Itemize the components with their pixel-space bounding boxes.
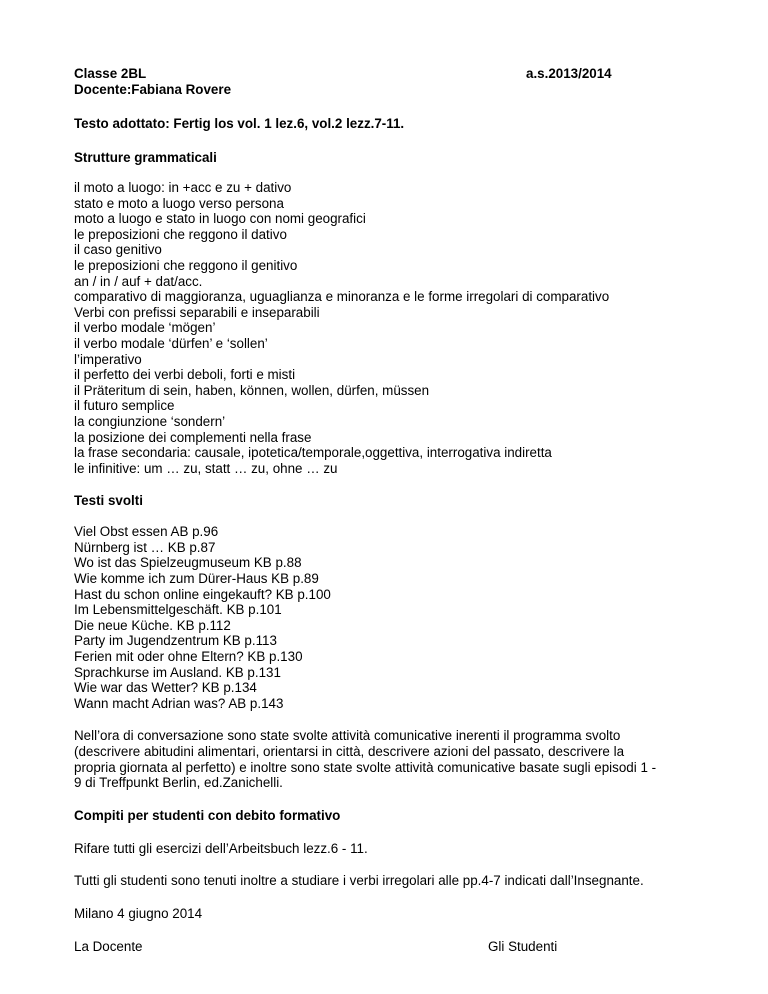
homework-text: Rifare tutti gli esercizi dell’Arbeitsbuch lezz.6 - 11. [74,840,368,856]
text-item: Wie komme ich zum Dürer-Haus KB p.89 [74,571,319,587]
text-item: Wann macht Adrian was? AB p.143 [74,695,284,711]
date-place: Milano 4 giugno 2014 [74,905,203,921]
grammar-item: comparativo di maggioranza, uguaglianza e minoranza e le forme irregolari di comparativo [74,289,610,305]
grammar-item: il futuro semplice [74,398,175,414]
grammar-item: Verbi con prefissi separabili e inseparabili [74,304,320,320]
text-item: Wie war das Wetter? KB p.134 [74,680,257,696]
text-item: Wo ist das Spielzeugmuseum KB p.88 [74,555,302,571]
text-item: Sprachkurse im Ausland. KB p.131 [74,664,281,680]
texts-heading: Testi svolti [74,493,143,509]
conversation-paragraph [74,728,714,790]
text-item: Hast du schon online eingekauft? KB p.100 [74,586,331,602]
students-signature-label: Gli Studenti [488,938,558,954]
grammar-item: la frase secondaria: causale, ipotetica/temporale,oggettiva, interrogativa indiretta [74,445,552,461]
conversation-line: 9 di Treffpunkt Berlin, ed.Zanichelli. [74,775,283,791]
textbook-line: Testo adottato: Fertig los vol. 1 lez.6, vol.2 lezz.7-11. [74,116,405,131]
grammar-item: il Präteritum di sein, haben, können, wollen, dürfen, müssen [74,382,430,398]
text-item: Die neue Küche. KB p.112 [74,617,231,633]
grammar-item: il verbo modale ‘dürfen’ e ‘sollen’ [74,335,268,351]
grammar-item: il caso genitivo [74,242,162,258]
text-item: Viel Obst essen AB p.96 [74,524,219,540]
school-year-label: a.s.2013/2014 [526,66,612,81]
class-label: Classe 2BL [74,66,147,81]
text-item: Im Lebensmittelgeschäft. KB p.101 [74,602,282,618]
conversation-line: propria giornata al perfetto) e inoltre sono state svolte attività comunicative basate sugli episodi 1 - [74,759,657,775]
all-students-note: Tutti gli studenti sono tenuti inoltre a studiare i verbi irregolari alle pp.4-7 indicati dall’Insegnante. [74,873,644,889]
conversation-line: (descrivere abitudini alimentari, orientarsi in città, descrivere azioni del passato, descrivere la [74,744,625,759]
conversation-line: Nell’ora di conversazione sono state svolte attività comunicative inerenti il programma svolto [74,728,621,744]
grammar-item: le infinitive: um … zu, statt … zu, ohne … zu [74,460,338,476]
signature-row [74,939,714,955]
grammar-item: la posizione dei complementi nella frase [74,429,312,445]
text-item: Party im Jugendzentrum KB p.113 [74,633,277,649]
grammar-item: an / in / auf + dat/acc. [74,273,203,289]
grammar-item: il moto a luogo: in +acc e zu + dativo [74,180,292,195]
teacher-signature-label: La Docente [74,938,143,954]
grammar-item: la congiunzione ‘sondern’ [74,413,226,429]
text-item: Ferien mit oder ohne Eltern? KB p.130 [74,649,303,665]
grammar-item: il verbo modale ‘mögen’ [74,320,216,336]
grammar-heading: Strutture grammaticali [74,150,217,165]
grammar-item: l’imperativo [74,351,142,367]
homework-heading: Compiti per studenti con debito formativo [74,807,341,823]
grammar-item: stato e moto a luogo verso persona [74,195,284,211]
grammar-list [74,180,714,476]
text-item: Nürnberg ist … KB p.87 [74,539,216,555]
grammar-item: le preposizioni che reggono il genitivo [74,257,298,273]
grammar-item: moto a luogo e stato in luogo con nomi geografici [74,211,366,227]
grammar-item: il perfetto dei verbi deboli, forti e misti [74,367,296,383]
teacher-label: Docente:Fabiana Rovere [74,82,232,97]
texts-list [74,524,714,711]
document-page [74,66,714,955]
grammar-item: le preposizioni che reggono il dativo [74,226,287,242]
header-row [74,66,714,82]
